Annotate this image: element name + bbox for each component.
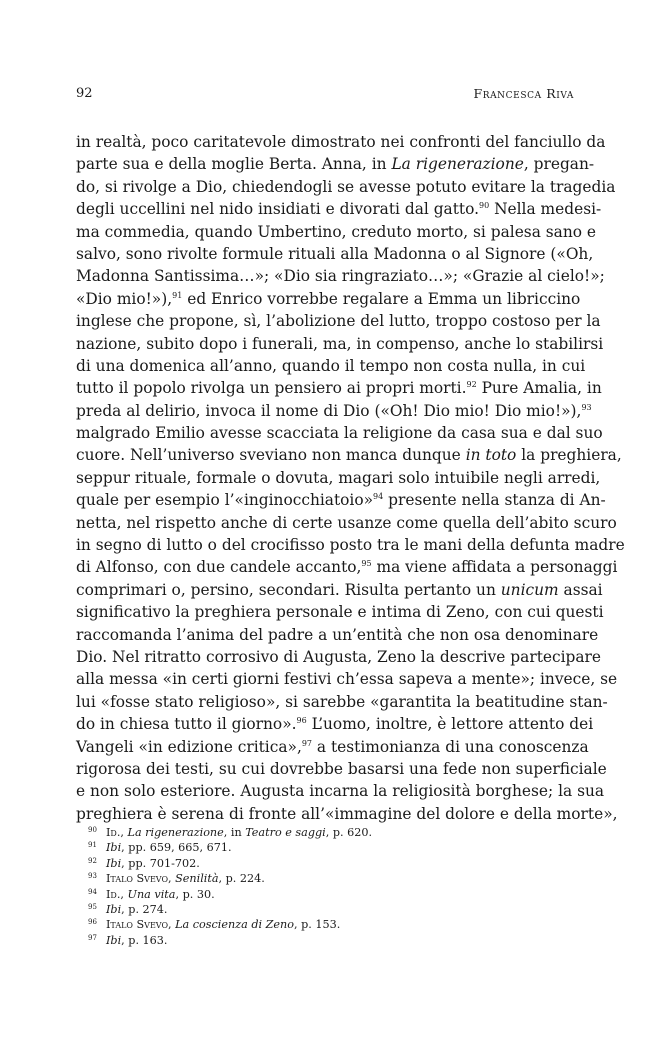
footnote-text: , p. 163. bbox=[121, 933, 168, 947]
text-run: salvo, sono rivolte formule rituali alla Madonna o al Signore («Oh, bbox=[76, 244, 594, 263]
footnote: 90 Id., La rigenerazione, in Teatro e saggi, p. 620. bbox=[88, 826, 373, 839]
text-run: tutto il popolo rivolga un pensiero ai propri morti. bbox=[76, 379, 467, 398]
footnote-text: , p. 274. bbox=[121, 903, 168, 917]
footnote-title: Ibi bbox=[106, 841, 122, 855]
page-number: 92 bbox=[76, 86, 93, 101]
footnote-author: Italo Svevo bbox=[106, 918, 168, 932]
text-run: la preghiera, bbox=[516, 446, 622, 465]
text-run: malgrado Emilio avesse scacciata la religione da casa sua e dal suo bbox=[76, 424, 603, 443]
footnote-author: Id. bbox=[106, 887, 121, 901]
text-run: presente nella stanza di An- bbox=[383, 491, 606, 510]
text-run: comprimari o, persino, secondari. Risulta pertanto un bbox=[76, 580, 501, 599]
body-line bbox=[76, 624, 599, 646]
body-line bbox=[76, 355, 586, 377]
body-line bbox=[76, 377, 602, 399]
text-run: ma viene affidata a personaggi bbox=[371, 558, 618, 577]
text-run: rigorosa dei testi, su cui dovrebbe basarsi una fede non superficiale bbox=[76, 759, 607, 778]
footnote-text: , p. 224. bbox=[218, 872, 265, 886]
body-line bbox=[76, 780, 605, 802]
text-run: alla messa «in certi giorni festivi ch’essa sapeva a mente»; invece, se bbox=[76, 670, 618, 689]
footnote-text: , bbox=[168, 918, 176, 932]
footnote-title: Teatro e saggi bbox=[245, 826, 326, 839]
body-line bbox=[76, 176, 616, 198]
text-run: do in chiesa tutto il giorno». bbox=[76, 715, 297, 734]
footnote: 92 Ibi, pp. 701-702. bbox=[88, 856, 200, 870]
text-run: a testimonianza di una conoscenza bbox=[312, 737, 589, 756]
footnote-text: , p. 153. bbox=[293, 918, 341, 932]
text-run: L’uomo, inoltre, è lettore attento dei bbox=[306, 715, 594, 734]
footnote: 93 Italo Svevo, Senilità, p. 224. bbox=[88, 872, 265, 886]
footnote: 91 Ibi, pp. 659, 665, 671. bbox=[88, 841, 232, 855]
body-line bbox=[76, 467, 601, 489]
text-run: Vangeli «in edizione critica», bbox=[76, 737, 302, 756]
text-run: Madonna Santissima…»; «Dio sia ringraziato…»; «Grazie al cielo!»; bbox=[76, 267, 605, 286]
text-run: quale per esempio l’«inginocchiatoio» bbox=[76, 491, 374, 510]
body-line bbox=[76, 444, 622, 466]
running-head: Francesca Riva bbox=[473, 86, 574, 101]
footnote-ref: 97 bbox=[301, 738, 313, 748]
text-run: in segno di lutto o del crocifisso posto tra le mani della defunta madre bbox=[76, 536, 625, 555]
body-line bbox=[76, 646, 602, 668]
text-run: Pure Amalia, in bbox=[476, 379, 602, 398]
footnote-ref: 92 bbox=[466, 380, 477, 390]
text-run: cuore. Nell’universo sveviano non manca dunque bbox=[76, 446, 466, 465]
body-line bbox=[76, 579, 603, 601]
body-line bbox=[76, 422, 603, 444]
text-run: preda al delirio, invoca il nome di Dio («Oh! Dio mio! Dio mio!»), bbox=[76, 401, 582, 420]
footnote: 95 Ibi, p. 274. bbox=[88, 903, 168, 917]
body-line bbox=[76, 243, 594, 265]
footnote-ref: 90 bbox=[478, 201, 490, 211]
text-run: inglese che propone, sì, l’abolizione del lutto, troppo costoso per la bbox=[76, 312, 601, 331]
footnote-title: Ibi bbox=[106, 933, 122, 947]
footnote-title: Ibi bbox=[106, 903, 122, 917]
text-run: nazione, subito dopo i funerali, ma, in compenso, anche lo stabilirsi bbox=[76, 334, 604, 353]
footnote-ref: 96 bbox=[296, 716, 307, 726]
footnote-text: , pp. 701-702. bbox=[121, 856, 200, 870]
footnote-title: La rigenerazione bbox=[127, 826, 224, 839]
footnote: 94 Id., Una vita, p. 30. bbox=[88, 887, 215, 901]
footnote: 97 Ibi, p. 163. bbox=[88, 933, 168, 947]
page-header bbox=[76, 86, 574, 104]
footnote-ref: 95 bbox=[361, 559, 372, 569]
body-line bbox=[76, 534, 625, 556]
footnote-text: , bbox=[120, 826, 128, 839]
footnote-ref: 94 bbox=[373, 492, 384, 502]
footnote-title: Una vita bbox=[127, 887, 176, 901]
text-run: di Alfonso, con due candele accanto, bbox=[76, 558, 362, 577]
body-line bbox=[76, 512, 617, 534]
body-text bbox=[76, 131, 625, 825]
italic-text: unicum bbox=[500, 580, 559, 599]
text-run: «Dio mio!»), bbox=[76, 289, 173, 308]
text-run: Nella medesi- bbox=[489, 200, 602, 219]
text-run: di una domenica all’anno, quando il tempo non costa nulla, in cui bbox=[76, 356, 586, 375]
footnote-text: , bbox=[120, 887, 128, 901]
body-line bbox=[76, 333, 604, 355]
text-run: degli uccellini nel nido insidiati e divorati dal gatto. bbox=[76, 200, 479, 219]
text-run: seppur rituale, formale o dovuta, magari solo intuibile negli arredi, bbox=[76, 468, 601, 487]
footnote-author: Italo Svevo bbox=[106, 872, 168, 886]
body-line bbox=[76, 803, 618, 825]
text-run: assai bbox=[558, 580, 603, 599]
footnote-text: , p. 620. bbox=[325, 826, 373, 839]
body-line bbox=[76, 758, 607, 780]
text-run: raccomanda l’anima del padre a un’entità che non osa denominare bbox=[76, 625, 599, 644]
text-run: , pregan- bbox=[523, 155, 595, 174]
body-line bbox=[76, 668, 618, 690]
body-line bbox=[76, 198, 602, 220]
italic-text: La rigenerazione bbox=[391, 155, 524, 174]
body-line bbox=[76, 153, 595, 175]
body-line bbox=[76, 601, 604, 623]
text-run: significativo la preghiera personale e intima di Zeno, con cui questi bbox=[76, 603, 604, 622]
body-line bbox=[76, 265, 605, 287]
text-run: preghiera è serena di fronte all’«immagine del dolore e della morte», bbox=[76, 804, 618, 823]
text-run: e non solo esteriore. Augusta incarna la religiosità borghese; la sua bbox=[76, 782, 605, 801]
footnote-text: , p. 30. bbox=[175, 887, 215, 901]
footnote-author: Id. bbox=[106, 826, 121, 839]
footnote-text: , bbox=[168, 872, 176, 886]
body-line bbox=[76, 131, 606, 153]
footnote: 96 Italo Svevo, La coscienza di Zeno, p. 153. bbox=[88, 918, 341, 932]
footnote-text: , in bbox=[223, 826, 246, 839]
body-line bbox=[76, 713, 594, 735]
footnote-title: La coscienza di Zeno bbox=[175, 918, 294, 932]
text-run: ma commedia, quando Umbertino, creduto morto, si palesa sano e bbox=[76, 222, 597, 241]
text-run: lui «fosse stato religioso», si sarebbe «garantita la beatitudine stan- bbox=[76, 692, 608, 711]
italic-text: in toto bbox=[465, 446, 517, 465]
footnotes bbox=[88, 825, 558, 948]
text-run: Dio. Nel ritratto corrosivo di Augusta, Zeno la descrive partecipare bbox=[76, 647, 602, 666]
body-line bbox=[76, 489, 606, 511]
body-line bbox=[76, 691, 608, 713]
body-line bbox=[76, 736, 589, 758]
text-run: in realtà, poco caritatevole dimostrato nei confronti del fanciullo da bbox=[76, 133, 606, 151]
body-line bbox=[76, 400, 592, 422]
body-line bbox=[76, 310, 601, 332]
text-run: parte sua e della moglie Berta. Anna, in bbox=[76, 155, 392, 174]
footnote-text: , pp. 659, 665, 671. bbox=[121, 841, 232, 855]
text-run: do, si rivolge a Dio, chiedendogli se avesse potuto evitare la tragedia bbox=[76, 177, 616, 196]
footnote-ref: 91 bbox=[172, 290, 183, 300]
body-line bbox=[76, 288, 581, 310]
footnote-title: Senilità bbox=[175, 872, 219, 886]
body-line bbox=[76, 221, 597, 243]
body-line bbox=[76, 556, 618, 578]
footnote-title: Ibi bbox=[106, 856, 122, 870]
text-run: netta, nel rispetto anche di certe usanze come quella dell’abito scuro bbox=[76, 513, 617, 532]
footnote-ref: 93 bbox=[581, 402, 592, 412]
text-run: ed Enrico vorrebbe regalare a Emma un libriccino bbox=[182, 289, 581, 308]
